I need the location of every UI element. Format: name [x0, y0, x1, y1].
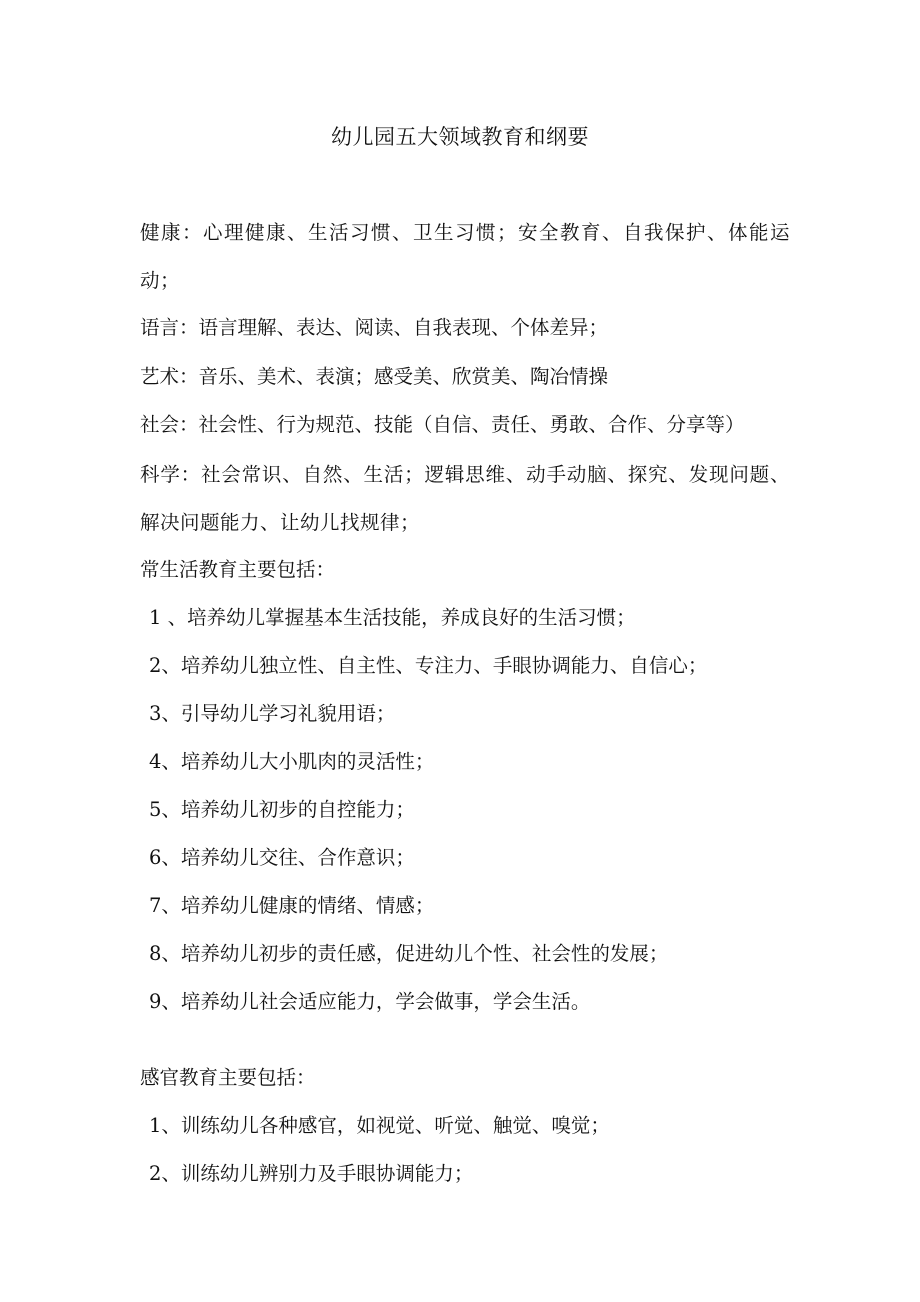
daily-life-item: 6、培养幼儿交往、合作意识；: [149, 846, 415, 869]
daily-life-item: 9、培养幼儿社会适应能力，学会做事，学会生活。: [149, 990, 591, 1013]
sensory-heading: 感官教育主要包括：: [140, 1066, 316, 1089]
science-domain-text: 科学：社会常识、自然、生活；逻辑思维、动手动脑、探究、发现问题、解决问题能力、让幼儿找规律；: [140, 463, 790, 534]
daily-life-heading: 常生活教育主要包括：: [140, 558, 336, 581]
daily-life-item: 2、培养幼儿独立性、自主性、专注力、手眼协调能力、自信心；: [149, 654, 708, 677]
sensory-item: 1、训练幼儿各种感官，如视觉、听觉、触觉、嗅觉；: [149, 1114, 610, 1137]
daily-life-item: 4、培养幼儿大小肌肉的灵活性；: [149, 750, 435, 773]
health-domain-text: 健康：心理健康、生活习惯、卫生习惯；安全教育、自我保护、体能运动；: [140, 221, 790, 292]
daily-life-item: 5、培养幼儿初步的自控能力；: [149, 798, 415, 821]
art-domain-text: 艺术：音乐、美术、表演；感受美、欣赏美、陶冶情操: [140, 365, 609, 388]
sensory-item: 2、训练幼儿辨别力及手眼协调能力；: [149, 1162, 474, 1185]
daily-life-item: 8、培养幼儿初步的责任感，促进幼儿个性、社会性的发展；: [149, 942, 669, 965]
language-domain-text: 语言：语言理解、表达、阅读、自我表现、个体差异；: [140, 316, 609, 339]
daily-life-item: 3、引导幼儿学习礼貌用语；: [149, 702, 396, 725]
document-title: 幼儿园五大领域教育和纲要: [331, 125, 589, 149]
daily-life-item: 7、培养幼儿健康的情绪、情感；: [149, 894, 435, 917]
society-domain-text: 社会：社会性、行为规范、技能（自信、责任、勇敢、合作、分享等）: [140, 413, 745, 436]
daily-life-item: 1 、培养幼儿掌握基本生活技能，养成良好的生活习惯；: [149, 606, 636, 629]
